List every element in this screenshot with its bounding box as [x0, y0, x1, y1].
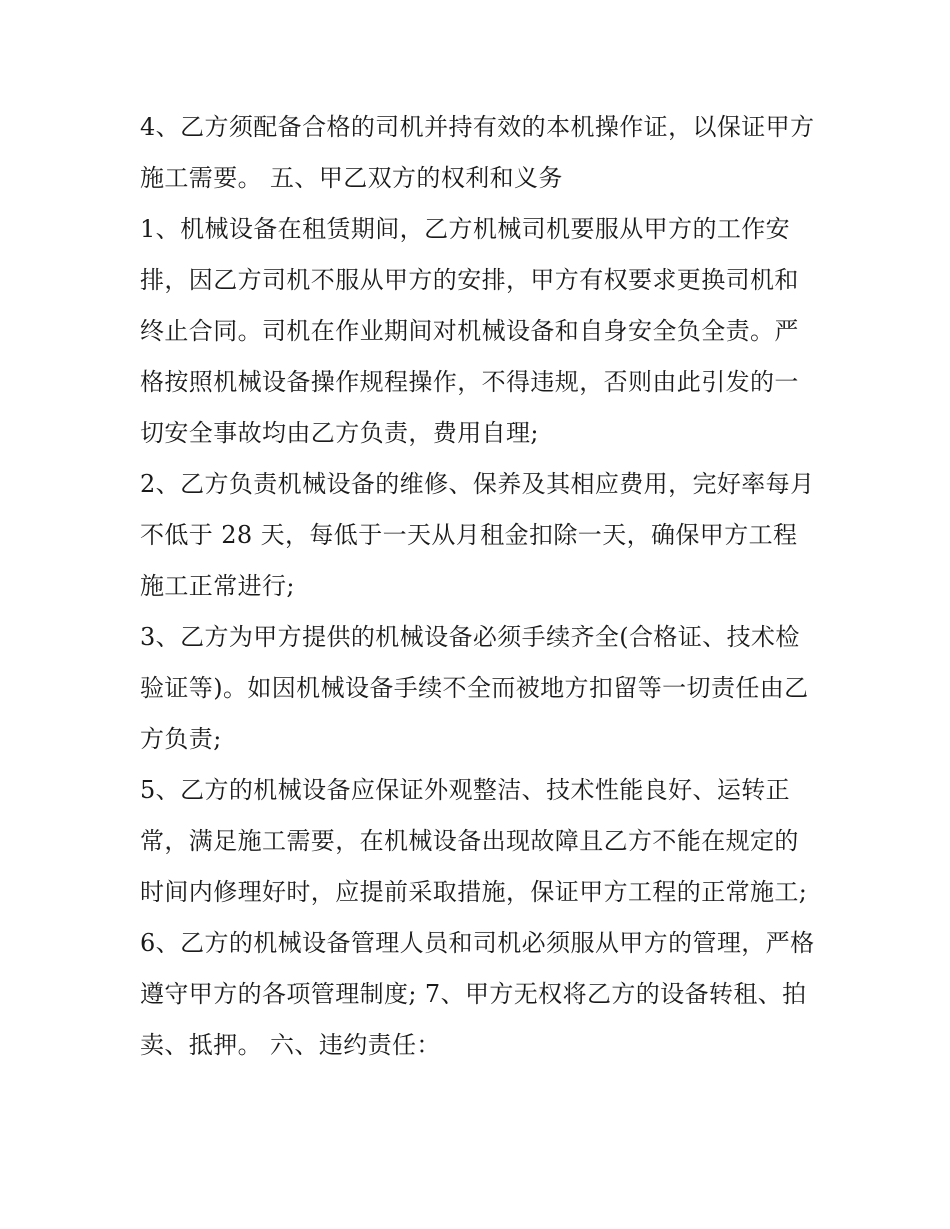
document-body — [140, 102, 820, 1071]
paragraph-management-compliance: 6、乙方的机械设备管理人员和司机必须服从甲方的管理，严格遵守甲方的各项管理制度; 7、甲方无权将乙方的设备转租、拍卖、抵押。 六、违约责任： — [140, 929, 815, 1059]
paragraph-rental-period-duties: 1、机械设备在租赁期间，乙方机械司机要服从甲方的工作安排，因乙方司机不服从甲方的安排，甲方有权要求更换司机和终止合同。司机在作业期间对机械设备和自身安全负全责。严格按照机械设备操作规程操作，不得违规，否则由此引发的一切安全事故均由乙方负责，费用自理; — [140, 215, 799, 447]
paragraph-equipment-documents: 3、乙方为甲方提供的机械设备必须手续齐全(合格证、技术检验证等)。如因机械设备手续不全而被地方扣留等一切责任由乙方负责; — [140, 623, 809, 753]
paragraph-equipment-condition: 5、乙方的机械设备应保证外观整洁、技术性能良好、运转正常，满足施工需要，在机械设备出现故障且乙方不能在规定的时间内修理好时，应提前采取措施，保证甲方工程的正常施工; — [140, 776, 808, 906]
paragraph-driver-requirement: 4、乙方须配备合格的司机并持有效的本机操作证，以保证甲方施工需要。 五、甲乙双方的权利和义务 — [140, 113, 815, 192]
paragraph-maintenance: 2、乙方负责机械设备的维修、保养及其相应费用，完好率每月不低于 28 天，每低于一天从月租金扣除一天，确保甲方工程施工正常进行; — [140, 470, 815, 600]
